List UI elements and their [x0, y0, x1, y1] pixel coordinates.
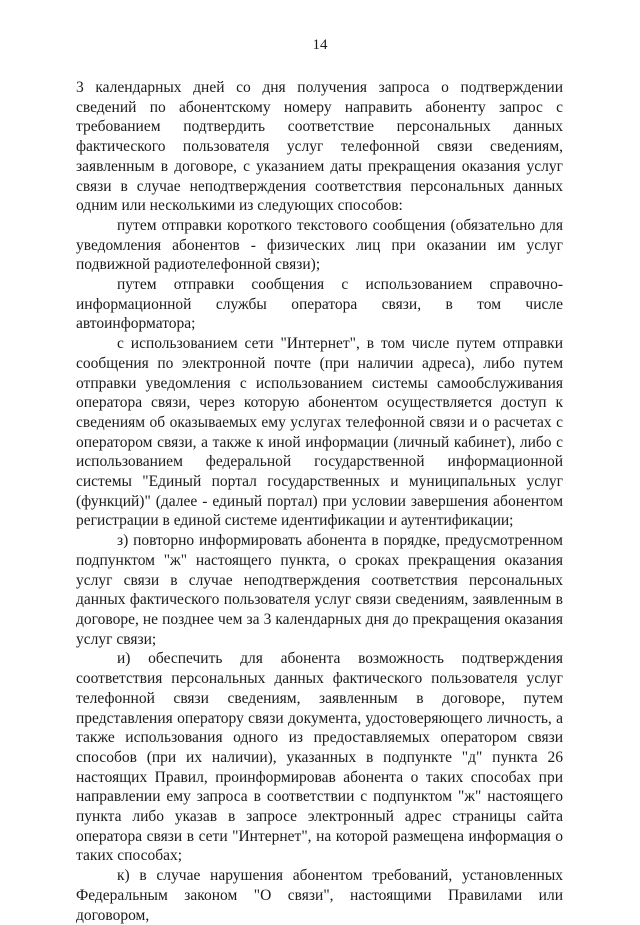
paragraph-internet-method: с использованием сети "Интернет", в том числе путем отправки сообщения по электронной почте (при наличии адреса), либо путем отправки уведомления с использованием системы самообслуживания оператора связи, через которую абонентом осуществляется доступ к сведениям об оказываемых ему услугах телефонной связи и о расчетах с оператором связи, а также к иной информации (личный кабинет), либо с использованием федеральной государственной информационной системы "Единый портал государственных и муниципальных услуг (функций)" (далее - единый портал) при условии завершения абонентом регистрации в единой системе идентификации и аутентификации;: [76, 335, 563, 530]
page-number: 14: [312, 37, 328, 53]
paragraph-info-service-method: путем отправки сообщения с использованием справочно-информационной службы оператора связи, в том числе автоинформатора;: [76, 276, 563, 333]
document-body: [76, 78, 563, 925]
paragraph-item-i: и) обеспечить для абонента возможность подтверждения соответствия персональных данных фактического пользователя услуг телефонной связи сведениям, заявленным в договоре, путем представления оператору связи документа, удостоверяющего личность, а также использования одного из предоставляемых оператором связи способов (при их наличии), указанных в подпункте "д" пункта 26 настоящих Правил, проинформировав абонента о таких способах при направлении ему запроса в соответствии с подпунктом "ж" настоящего пункта либо указав в запросе электронный адрес страницы сайта оператора связи в сети "Интернет", на которой размещена информация о таких способах;: [76, 650, 563, 865]
paragraph-sms-method: путем отправки короткого текстового сообщения (обязательно для уведомления абонентов - физических лиц при оказании им услуг подвижной радиотелефонной связи);: [76, 216, 563, 274]
paragraph-intro: 3 календарных дней со дня получения запроса о подтверждении сведений по абонентскому номеру направить абоненту запрос с требованием подтвердить соответствие персональных данных фактического пользователя услуг телефонной связи сведениям, заявленным в договоре, с указанием даты прекращения оказания услуг связи в случае неподтверждения соответствия персональных данных одним или несколькими из следующих способов:: [76, 79, 563, 215]
paragraph-item-z: з) повторно информировать абонента в порядке, предусмотренном подпунктом "ж" настоящего пункта, о сроках прекращения оказания услуг связи в случае неподтверждения соответствия персональных данных фактического пользователя услуг связи сведениям, заявленным в договоре, не позднее чем за 3 календарных дня до прекращения оказания услуг связи;: [76, 532, 563, 648]
paragraph-item-k: к) в случае нарушения абонентом требований, установленных Федеральным законом "О связи", настоящими Правилами или договором,: [76, 867, 563, 924]
